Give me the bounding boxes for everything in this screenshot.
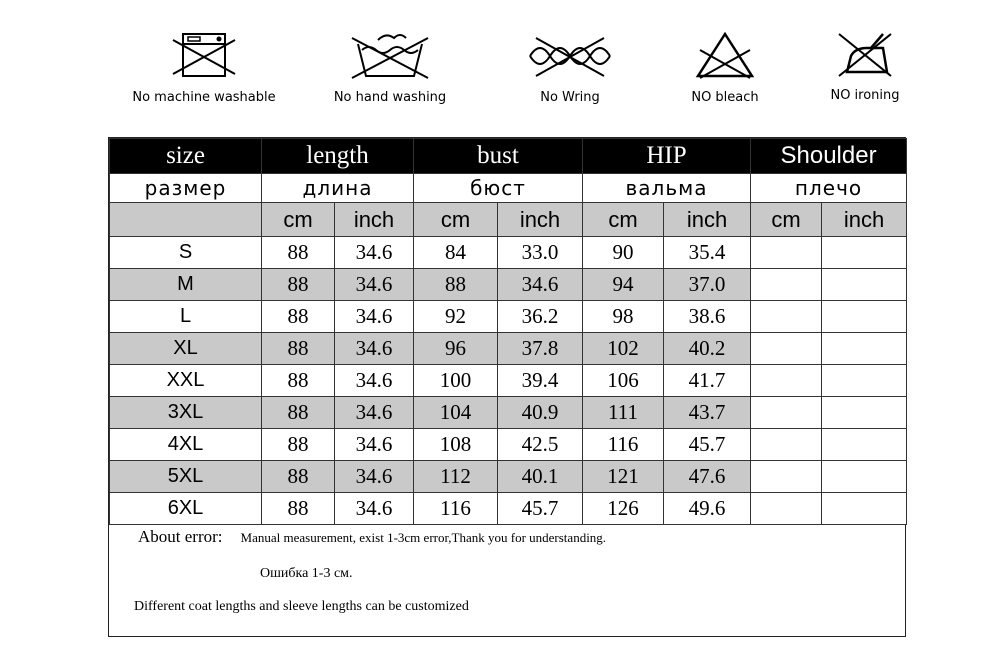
value-cell: 37.8 xyxy=(498,333,583,365)
value-cell: 112 xyxy=(414,461,498,493)
unit-cell: cm xyxy=(583,203,664,237)
shoulder-empty-cell xyxy=(822,365,907,397)
value-cell: 116 xyxy=(414,493,498,525)
header-ru-size: размер xyxy=(110,174,262,203)
value-cell: 108 xyxy=(414,429,498,461)
value-cell: 38.6 xyxy=(664,301,751,333)
value-cell: 34.6 xyxy=(335,237,414,269)
shoulder-empty-cell xyxy=(822,461,907,493)
care-label: No hand washing xyxy=(333,90,447,105)
value-cell: 88 xyxy=(262,301,335,333)
size-cell: XXL xyxy=(110,365,262,397)
table-row xyxy=(110,397,907,429)
value-cell: 40.9 xyxy=(498,397,583,429)
shoulder-empty-cell xyxy=(822,429,907,461)
shoulder-empty-cell xyxy=(751,237,822,269)
shoulder-empty-cell xyxy=(751,269,822,301)
value-cell: 88 xyxy=(414,269,498,301)
value-cell: 34.6 xyxy=(335,397,414,429)
unit-cell: inch xyxy=(498,203,583,237)
size-cell: 6XL xyxy=(110,493,262,525)
size-cell: XL xyxy=(110,333,262,365)
value-cell: 33.0 xyxy=(498,237,583,269)
care-label: NO bleach xyxy=(691,90,759,105)
size-rows xyxy=(110,237,907,525)
size-cell: M xyxy=(110,269,262,301)
header-ru-length: длина xyxy=(262,174,414,203)
value-cell: 45.7 xyxy=(664,429,751,461)
value-cell: 45.7 xyxy=(498,493,583,525)
units-blank xyxy=(110,203,262,237)
header-length: length xyxy=(262,139,414,174)
care-label: No Wring xyxy=(540,90,600,105)
shoulder-empty-cell xyxy=(822,397,907,429)
size-table xyxy=(109,138,907,525)
unit-cell: inch xyxy=(335,203,414,237)
units-row xyxy=(110,203,907,237)
no-hand-wash-icon xyxy=(348,30,432,82)
value-cell: 88 xyxy=(262,429,335,461)
table-row xyxy=(110,365,907,397)
russian-header-row xyxy=(110,174,907,203)
value-cell: 41.7 xyxy=(664,365,751,397)
unit-cell: cm xyxy=(751,203,822,237)
unit-cell: cm xyxy=(262,203,335,237)
value-cell: 111 xyxy=(583,397,664,429)
unit-cell: inch xyxy=(822,203,907,237)
value-cell: 88 xyxy=(262,461,335,493)
size-cell: 4XL xyxy=(110,429,262,461)
size-cell: 5XL xyxy=(110,461,262,493)
value-cell: 88 xyxy=(262,333,335,365)
value-cell: 34.6 xyxy=(335,365,414,397)
care-no-hand-wash xyxy=(328,30,452,105)
value-cell: 88 xyxy=(262,365,335,397)
header-row xyxy=(110,139,907,174)
shoulder-empty-cell xyxy=(822,301,907,333)
value-cell: 88 xyxy=(262,397,335,429)
table-row xyxy=(110,461,907,493)
value-cell: 88 xyxy=(262,493,335,525)
value-cell: 35.4 xyxy=(664,237,751,269)
table-row xyxy=(110,301,907,333)
value-cell: 90 xyxy=(583,237,664,269)
shoulder-empty-cell xyxy=(751,301,822,333)
value-cell: 39.4 xyxy=(498,365,583,397)
shoulder-empty-cell xyxy=(751,333,822,365)
value-cell: 104 xyxy=(414,397,498,429)
unit-cell: cm xyxy=(414,203,498,237)
value-cell: 106 xyxy=(583,365,664,397)
shoulder-empty-cell xyxy=(751,365,822,397)
value-cell: 36.2 xyxy=(498,301,583,333)
shoulder-empty-cell xyxy=(822,237,907,269)
value-cell: 49.6 xyxy=(664,493,751,525)
value-cell: 34.6 xyxy=(335,461,414,493)
value-cell: 98 xyxy=(583,301,664,333)
size-chart xyxy=(108,137,906,637)
value-cell: 84 xyxy=(414,237,498,269)
value-cell: 126 xyxy=(583,493,664,525)
shoulder-empty-cell xyxy=(822,493,907,525)
error-note xyxy=(138,527,606,547)
unit-cell: inch xyxy=(664,203,751,237)
care-no-machine-wash xyxy=(126,30,282,105)
header-hip: HIP xyxy=(583,139,751,174)
no-ironing-icon xyxy=(833,28,897,80)
value-cell: 37.0 xyxy=(664,269,751,301)
shoulder-empty-cell xyxy=(751,429,822,461)
value-cell: 34.6 xyxy=(335,269,414,301)
no-machine-wash-icon xyxy=(169,30,239,82)
value-cell: 92 xyxy=(414,301,498,333)
value-cell: 34.6 xyxy=(335,429,414,461)
value-cell: 88 xyxy=(262,269,335,301)
value-cell: 102 xyxy=(583,333,664,365)
value-cell: 34.6 xyxy=(335,301,414,333)
care-no-wring xyxy=(522,30,618,105)
shoulder-empty-cell xyxy=(822,269,907,301)
error-note-ru: Ошибка 1-3 см. xyxy=(260,566,353,581)
header-ru-hip: вальма xyxy=(583,174,751,203)
care-label: No machine washable xyxy=(132,90,276,105)
value-cell: 40.1 xyxy=(498,461,583,493)
care-no-bleach xyxy=(683,30,767,105)
value-cell: 34.6 xyxy=(335,493,414,525)
shoulder-empty-cell xyxy=(751,397,822,429)
table-row xyxy=(110,333,907,365)
value-cell: 34.6 xyxy=(335,333,414,365)
error-label: About error: xyxy=(138,527,223,546)
care-no-ironing xyxy=(820,28,910,103)
shoulder-empty-cell xyxy=(751,493,822,525)
no-wring-icon xyxy=(522,30,618,82)
size-cell: 3XL xyxy=(110,397,262,429)
table-row xyxy=(110,493,907,525)
table-row xyxy=(110,429,907,461)
no-bleach-icon xyxy=(690,30,760,82)
error-text: Manual measurement, exist 1-3cm error,Thank you for understanding. xyxy=(240,530,607,545)
size-cell: L xyxy=(110,301,262,333)
shoulder-empty-cell xyxy=(822,333,907,365)
value-cell: 121 xyxy=(583,461,664,493)
shoulder-empty-cell xyxy=(751,461,822,493)
value-cell: 116 xyxy=(583,429,664,461)
header-shoulder: Shoulder xyxy=(751,139,907,174)
value-cell: 94 xyxy=(583,269,664,301)
value-cell: 42.5 xyxy=(498,429,583,461)
value-cell: 40.2 xyxy=(664,333,751,365)
value-cell: 43.7 xyxy=(664,397,751,429)
size-cell: S xyxy=(110,237,262,269)
value-cell: 34.6 xyxy=(498,269,583,301)
value-cell: 47.6 xyxy=(664,461,751,493)
header-size: size xyxy=(110,139,262,174)
table-row xyxy=(110,237,907,269)
table-row xyxy=(110,269,907,301)
value-cell: 96 xyxy=(414,333,498,365)
care-label: NO ironing xyxy=(830,88,900,103)
header-bust: bust xyxy=(414,139,583,174)
value-cell: 88 xyxy=(262,237,335,269)
custom-note: Different coat lengths and sleeve lengths can be customized xyxy=(134,599,469,614)
header-ru-shoulder: плечо xyxy=(751,174,907,203)
header-ru-bust: бюст xyxy=(414,174,583,203)
value-cell: 100 xyxy=(414,365,498,397)
